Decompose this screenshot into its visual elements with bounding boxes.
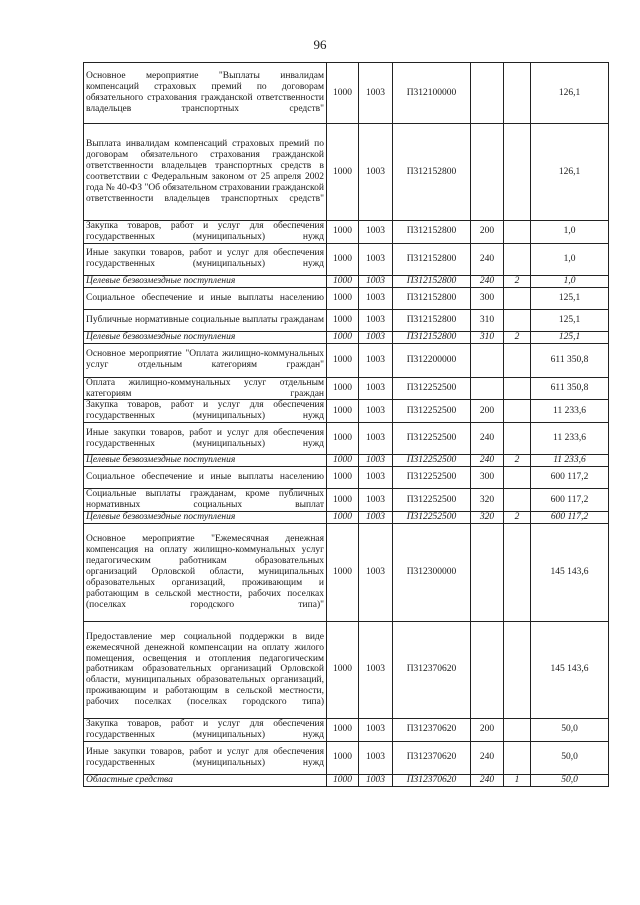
table-row [84, 343, 609, 377]
funding-source-code: 2 [504, 511, 531, 523]
funding-source-code [504, 423, 531, 455]
section-code: 1000 [327, 523, 359, 621]
amount-value: 126,1 [531, 124, 609, 221]
section-code: 1000 [327, 467, 359, 489]
expense-type-code: 200 [471, 718, 504, 741]
amount-value: 1,0 [531, 243, 609, 275]
target-code: П312152800 [393, 124, 471, 221]
expense-type-code [471, 63, 504, 124]
expense-type-code: 200 [471, 221, 504, 244]
funding-source-code: 2 [504, 331, 531, 343]
expense-type-code: 310 [471, 331, 504, 343]
row-name: Закупка товаров, работ и услуг для обеспечения государственных (муниципальных) нужд [84, 221, 327, 244]
table-row [84, 621, 609, 718]
row-name: Иные закупки товаров, работ и услуг для обеспечения государственных (муниципальных) нужд [84, 243, 327, 275]
expense-type-code: 310 [471, 309, 504, 331]
subsection-code: 1003 [359, 523, 393, 621]
expense-type-code: 200 [471, 400, 504, 423]
amount-value: 145 143,6 [531, 523, 609, 621]
target-code: П312252500 [393, 423, 471, 455]
subsection-code: 1003 [359, 774, 393, 786]
table-row [84, 331, 609, 343]
table-row [84, 287, 609, 309]
amount-value: 611 350,8 [531, 343, 609, 377]
expense-type-code: 240 [471, 741, 504, 774]
table-row [84, 309, 609, 331]
row-name: Выплата инвалидам компенсаций страховых премий по договорам обязательного страхования гражданской ответственности владельцев транспортных средств в соответствии с Федеральным законом от 25 апреля 2002 года № 40-ФЗ "Об обязательном страховании гражданской ответственности владельцев транспортных средств" [84, 124, 327, 221]
amount-value: 125,1 [531, 309, 609, 331]
subsection-code: 1003 [359, 489, 393, 512]
expense-type-code: 300 [471, 287, 504, 309]
amount-value: 1,0 [531, 275, 609, 287]
funding-source-code [504, 467, 531, 489]
section-code: 1000 [327, 243, 359, 275]
subsection-code: 1003 [359, 343, 393, 377]
target-code: П312100000 [393, 63, 471, 124]
section-code: 1000 [327, 309, 359, 331]
subsection-code: 1003 [359, 221, 393, 244]
row-name: Целевые безвозмездные поступления [84, 455, 327, 467]
table-row [84, 741, 609, 774]
target-code: П312152800 [393, 275, 471, 287]
expense-type-code: 300 [471, 467, 504, 489]
target-code: П312252500 [393, 467, 471, 489]
funding-source-code [504, 343, 531, 377]
subsection-code: 1003 [359, 400, 393, 423]
funding-source-code [504, 523, 531, 621]
section-code: 1000 [327, 377, 359, 400]
amount-value: 11 233,6 [531, 400, 609, 423]
subsection-code: 1003 [359, 124, 393, 221]
amount-value: 145 143,6 [531, 621, 609, 718]
table-row [84, 275, 609, 287]
table-row [84, 377, 609, 400]
section-code: 1000 [327, 741, 359, 774]
target-code: П312370620 [393, 621, 471, 718]
subsection-code: 1003 [359, 331, 393, 343]
table-row [84, 511, 609, 523]
page-number: 96 [313, 37, 327, 52]
subsection-code: 1003 [359, 511, 393, 523]
subsection-code: 1003 [359, 275, 393, 287]
expense-type-code: 320 [471, 511, 504, 523]
row-name: Закупка товаров, работ и услуг для обеспечения государственных (муниципальных) нужд [84, 400, 327, 423]
amount-value: 126,1 [531, 63, 609, 124]
table-row [84, 455, 609, 467]
target-code: П312252500 [393, 489, 471, 512]
expense-type-code: 240 [471, 423, 504, 455]
amount-value: 11 233,6 [531, 423, 609, 455]
section-code: 1000 [327, 774, 359, 786]
row-name: Основное мероприятие "Оплата жилищно-коммунальных услуг отдельным категориям граждан" [84, 343, 327, 377]
table-row [84, 221, 609, 244]
target-code: П312370620 [393, 774, 471, 786]
target-code: П312252500 [393, 455, 471, 467]
amount-value: 50,0 [531, 774, 609, 786]
subsection-code: 1003 [359, 243, 393, 275]
section-code: 1000 [327, 423, 359, 455]
amount-value: 11 233,6 [531, 455, 609, 467]
table-row [84, 718, 609, 741]
amount-value: 125,1 [531, 331, 609, 343]
target-code: П312152800 [393, 309, 471, 331]
row-name: Основное мероприятие "Выплаты инвалидам компенсаций страховых премий по договорам обязательного страхования гражданской ответственности владельцев транспортных средств" [84, 63, 327, 124]
section-code: 1000 [327, 343, 359, 377]
funding-source-code [504, 221, 531, 244]
table-row [84, 423, 609, 455]
expense-type-code: 240 [471, 243, 504, 275]
funding-source-code: 2 [504, 455, 531, 467]
target-code: П312370620 [393, 718, 471, 741]
amount-value: 1,0 [531, 221, 609, 244]
row-name: Предоставление мер социальной поддержки в виде ежемесячной денежной компенсации на оплату жилого помещения, освещения и отопления педагогическим работникам образовательных организаций Орловской области, муниципальных образовательных организаций, проживающим и работающим в сельской местности, рабочих поселках (поселках городского типа) [84, 621, 327, 718]
row-name: Целевые безвозмездные поступления [84, 331, 327, 343]
target-code: П312152800 [393, 221, 471, 244]
row-name: Целевые безвозмездные поступления [84, 275, 327, 287]
target-code: П312252500 [393, 511, 471, 523]
target-code: П312152800 [393, 331, 471, 343]
subsection-code: 1003 [359, 63, 393, 124]
section-code: 1000 [327, 511, 359, 523]
funding-source-code [504, 718, 531, 741]
subsection-code: 1003 [359, 287, 393, 309]
section-code: 1000 [327, 455, 359, 467]
target-code: П312152800 [393, 287, 471, 309]
row-name: Иные закупки товаров, работ и услуг для обеспечения государственных (муниципальных) нужд [84, 741, 327, 774]
expense-type-code: 240 [471, 275, 504, 287]
funding-source-code [504, 489, 531, 512]
target-code: П312252500 [393, 377, 471, 400]
section-code: 1000 [327, 63, 359, 124]
amount-value: 611 350,8 [531, 377, 609, 400]
table-row [84, 124, 609, 221]
section-code: 1000 [327, 621, 359, 718]
section-code: 1000 [327, 718, 359, 741]
expense-type-code [471, 124, 504, 221]
row-name: Иные закупки товаров, работ и услуг для обеспечения государственных (муниципальных) нужд [84, 423, 327, 455]
funding-source-code [504, 124, 531, 221]
target-code: П312200000 [393, 343, 471, 377]
amount-value: 600 117,2 [531, 467, 609, 489]
funding-source-code [504, 741, 531, 774]
amount-value: 600 117,2 [531, 511, 609, 523]
subsection-code: 1003 [359, 718, 393, 741]
subsection-code: 1003 [359, 423, 393, 455]
row-name: Социальное обеспечение и иные выплаты населению [84, 467, 327, 489]
section-code: 1000 [327, 275, 359, 287]
section-code: 1000 [327, 489, 359, 512]
amount-value: 125,1 [531, 287, 609, 309]
table-row [84, 489, 609, 512]
table-row [84, 523, 609, 621]
amount-value: 50,0 [531, 741, 609, 774]
expense-type-code: 320 [471, 489, 504, 512]
amount-value: 50,0 [531, 718, 609, 741]
target-code: П312370620 [393, 741, 471, 774]
row-name: Закупка товаров, работ и услуг для обеспечения государственных (муниципальных) нужд [84, 718, 327, 741]
section-code: 1000 [327, 287, 359, 309]
funding-source-code [504, 377, 531, 400]
expense-type-code [471, 377, 504, 400]
expense-type-code [471, 343, 504, 377]
funding-source-code [504, 63, 531, 124]
table-row [84, 467, 609, 489]
funding-source-code [504, 400, 531, 423]
funding-source-code [504, 621, 531, 718]
target-code: П312300000 [393, 523, 471, 621]
funding-source-code: 2 [504, 275, 531, 287]
expense-type-code [471, 523, 504, 621]
row-name: Публичные нормативные социальные выплаты гражданам [84, 309, 327, 331]
table-row [84, 400, 609, 423]
subsection-code: 1003 [359, 467, 393, 489]
subsection-code: 1003 [359, 377, 393, 400]
section-code: 1000 [327, 331, 359, 343]
section-code: 1000 [327, 221, 359, 244]
section-code: 1000 [327, 124, 359, 221]
row-name: Социальные выплаты гражданам, кроме публичных нормативных социальных выплат [84, 489, 327, 512]
subsection-code: 1003 [359, 741, 393, 774]
table-row [84, 63, 609, 124]
amount-value: 600 117,2 [531, 489, 609, 512]
funding-source-code [504, 287, 531, 309]
subsection-code: 1003 [359, 621, 393, 718]
budget-rows [84, 63, 609, 787]
subsection-code: 1003 [359, 455, 393, 467]
expense-type-code: 240 [471, 455, 504, 467]
table-row [84, 774, 609, 786]
expense-type-code: 240 [471, 774, 504, 786]
section-code: 1000 [327, 400, 359, 423]
row-name: Социальное обеспечение и иные выплаты населению [84, 287, 327, 309]
row-name: Основное мероприятие "Ежемесячная денежная компенсация на оплату жилищно-коммунальных услуг педагогическим работникам образовательных организаций Орловской области, муниципальных образовательных организаций, проживающим и работающим в сельской местности, рабочих поселках (поселках городского типа)" [84, 523, 327, 621]
funding-source-code [504, 309, 531, 331]
target-code: П312252500 [393, 400, 471, 423]
funding-source-code: 1 [504, 774, 531, 786]
budget-table [83, 62, 609, 787]
expense-type-code [471, 621, 504, 718]
row-name: Оплата жилищно-коммунальных услуг отдельным категориям граждан [84, 377, 327, 400]
funding-source-code [504, 243, 531, 275]
table-row [84, 243, 609, 275]
row-name: Целевые безвозмездные поступления [84, 511, 327, 523]
row-name: Областные средства [84, 774, 327, 786]
target-code: П312152800 [393, 243, 471, 275]
subsection-code: 1003 [359, 309, 393, 331]
